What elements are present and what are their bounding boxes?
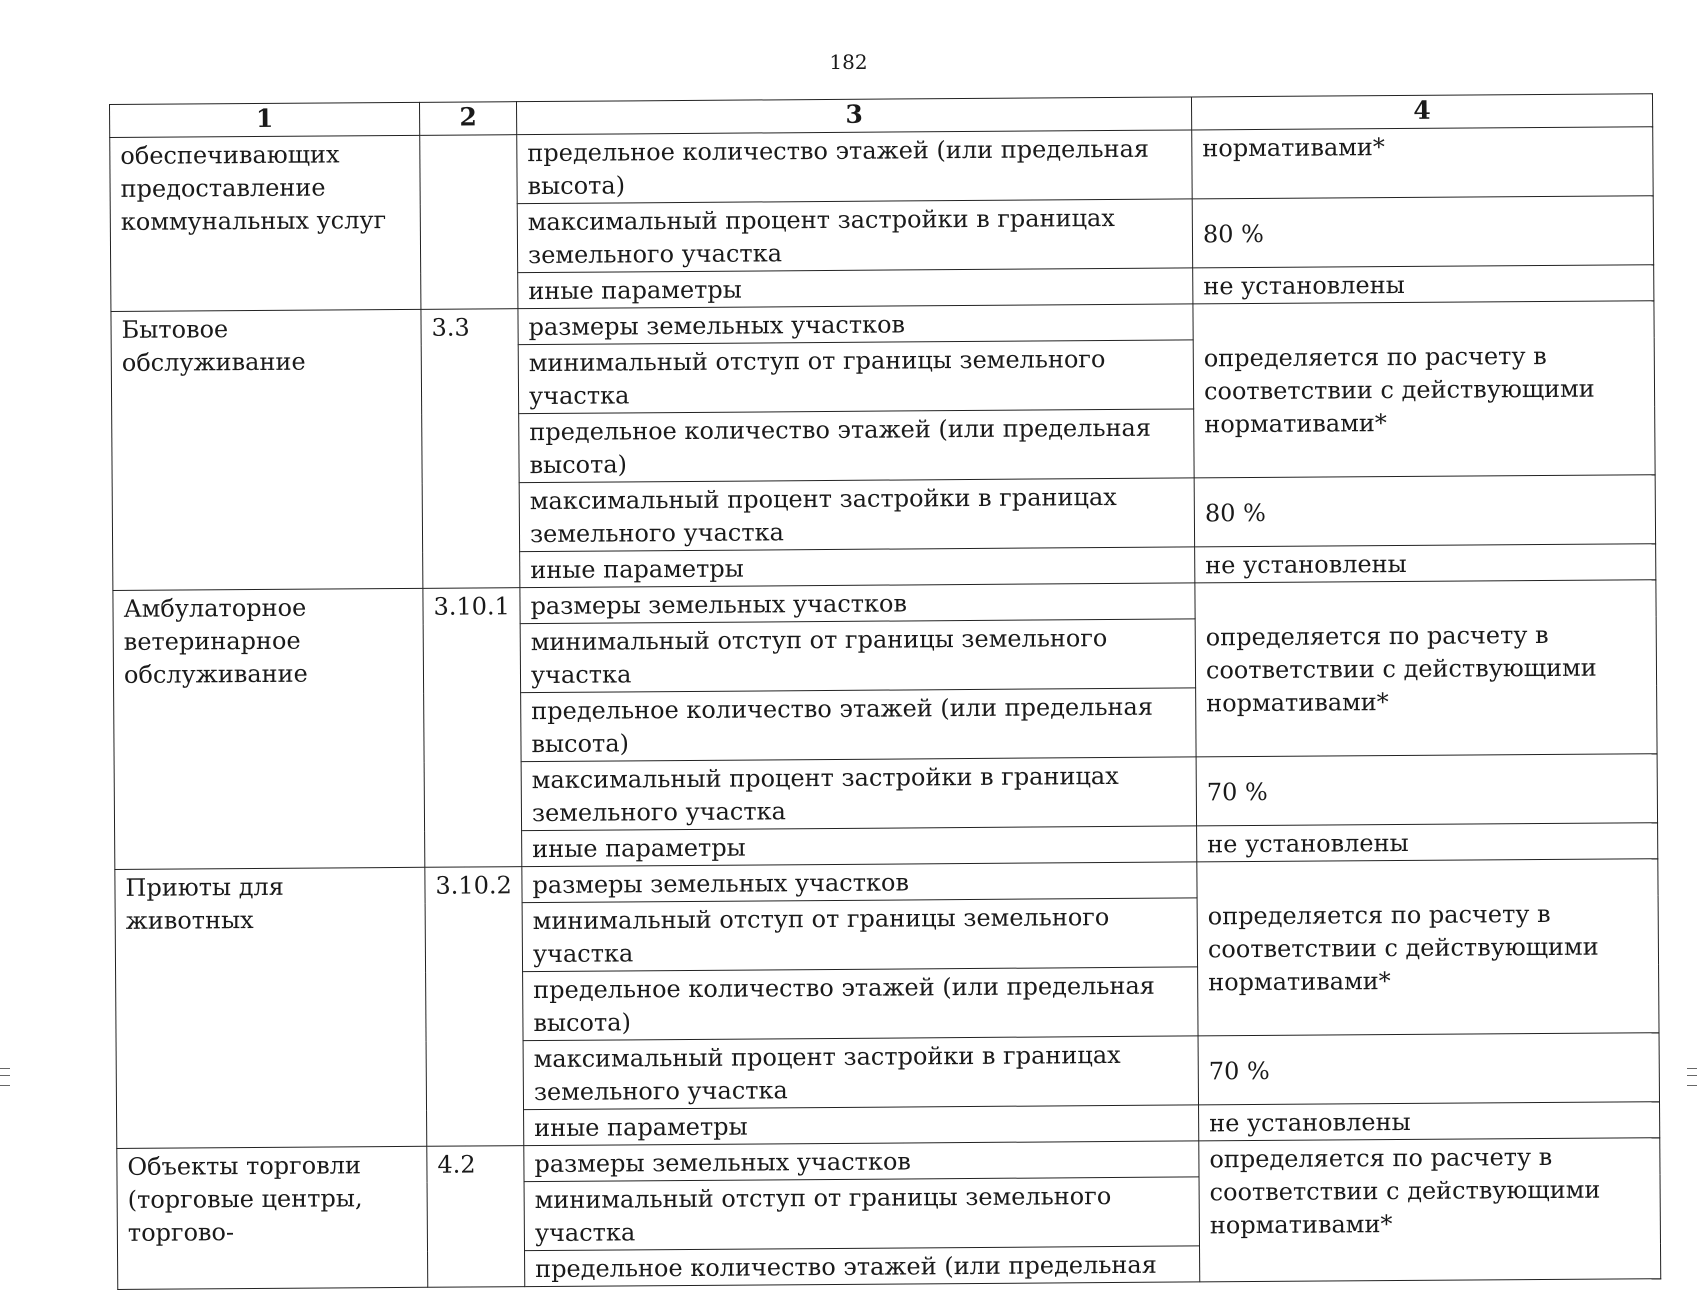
parameter-name: максимальный процент застройки в границах земельного участка bbox=[519, 478, 1194, 552]
parameter-name: минимальный отступ от границы земельного участка bbox=[518, 340, 1193, 414]
parameter-name: максимальный процент застройки в границах земельного участка bbox=[523, 1036, 1198, 1110]
parameter-name: предельное количество этажей (или предельная высота) bbox=[517, 130, 1192, 204]
column-header-4: 4 bbox=[1191, 94, 1652, 130]
parameter-name: предельное количество этажей (или предельная высота) bbox=[523, 967, 1198, 1041]
parameter-name: иные параметры bbox=[520, 547, 1195, 588]
parameter-name: минимальный отступ от границы земельного участка bbox=[524, 1177, 1199, 1251]
use-type-code: 4.2 bbox=[427, 1146, 525, 1288]
parameter-name: предельное количество этажей (или предельная высота) bbox=[521, 688, 1196, 762]
parameter-name: размеры земельных участков bbox=[518, 304, 1193, 345]
parameter-value: 70 % bbox=[1196, 754, 1657, 826]
parameter-value: определяется по расчету в соответствии с действующими нормативами* bbox=[1195, 580, 1657, 757]
parameter-name: размеры земельных участков bbox=[522, 862, 1197, 903]
zoning-parameters-table bbox=[109, 93, 1661, 1290]
use-type-name: Приюты для животных bbox=[115, 867, 427, 1148]
left-scan-margin-mark bbox=[0, 1068, 10, 1086]
parameter-name: максимальный процент застройки в границах земельного участка bbox=[517, 199, 1192, 273]
parameter-name: размеры земельных участков bbox=[520, 583, 1195, 624]
parameter-name: минимальный отступ от границы земельного участка bbox=[520, 619, 1195, 693]
parameter-name: иные параметры bbox=[518, 268, 1193, 309]
parameter-value: 70 % bbox=[1198, 1033, 1659, 1105]
parameter-value: 80 % bbox=[1192, 196, 1653, 268]
parameter-value: определяется по расчету в соответствии с действующими нормативами* bbox=[1197, 859, 1659, 1036]
use-type-name: Объекты торговли (торговые центры, торгово- bbox=[117, 1146, 428, 1289]
use-type-code: 3.10.2 bbox=[425, 867, 524, 1147]
right-scan-margin-mark bbox=[1687, 1068, 1697, 1086]
use-type-name: обеспечивающих предоставление коммунальных услуг bbox=[110, 135, 421, 311]
parameter-value: не установлены bbox=[1197, 823, 1658, 862]
column-header-2: 2 bbox=[419, 102, 516, 136]
parameter-value: не установлены bbox=[1193, 265, 1654, 304]
use-type-code: 3.3 bbox=[421, 309, 520, 589]
use-type-code: 3.10.1 bbox=[423, 588, 522, 868]
parameter-name: иные параметры bbox=[522, 826, 1197, 867]
column-header-1: 1 bbox=[110, 102, 420, 137]
parameter-name: иные параметры bbox=[524, 1105, 1199, 1146]
use-type-name: Амбулаторное ветеринарное обслуживание bbox=[113, 588, 425, 869]
parameter-name: максимальный процент застройки в границах земельного участка bbox=[521, 757, 1196, 831]
parameter-name: предельное количество этажей (или предельная bbox=[525, 1246, 1200, 1287]
parameter-value: определяется по расчету в соответствии с действующими нормативами* bbox=[1193, 301, 1655, 478]
parameter-name: размеры земельных участков bbox=[524, 1141, 1199, 1182]
parameter-value: определяется по расчету в соответствии с действующими нормативами* bbox=[1199, 1138, 1661, 1282]
parameter-value: не установлены bbox=[1199, 1102, 1660, 1141]
page-number: 182 bbox=[829, 50, 868, 74]
parameter-name: минимальный отступ от границы земельного участка bbox=[522, 898, 1197, 972]
use-type-code bbox=[420, 135, 518, 310]
parameter-value: 80 % bbox=[1194, 475, 1655, 547]
parameter-value: нормативами* bbox=[1192, 127, 1653, 199]
table-row bbox=[110, 127, 1653, 207]
use-type-name: Бытовое обслуживание bbox=[111, 309, 423, 590]
parameter-value: не установлены bbox=[1195, 544, 1656, 583]
column-header-3: 3 bbox=[516, 97, 1191, 135]
parameter-name: предельное количество этажей (или предельная высота) bbox=[519, 409, 1194, 483]
